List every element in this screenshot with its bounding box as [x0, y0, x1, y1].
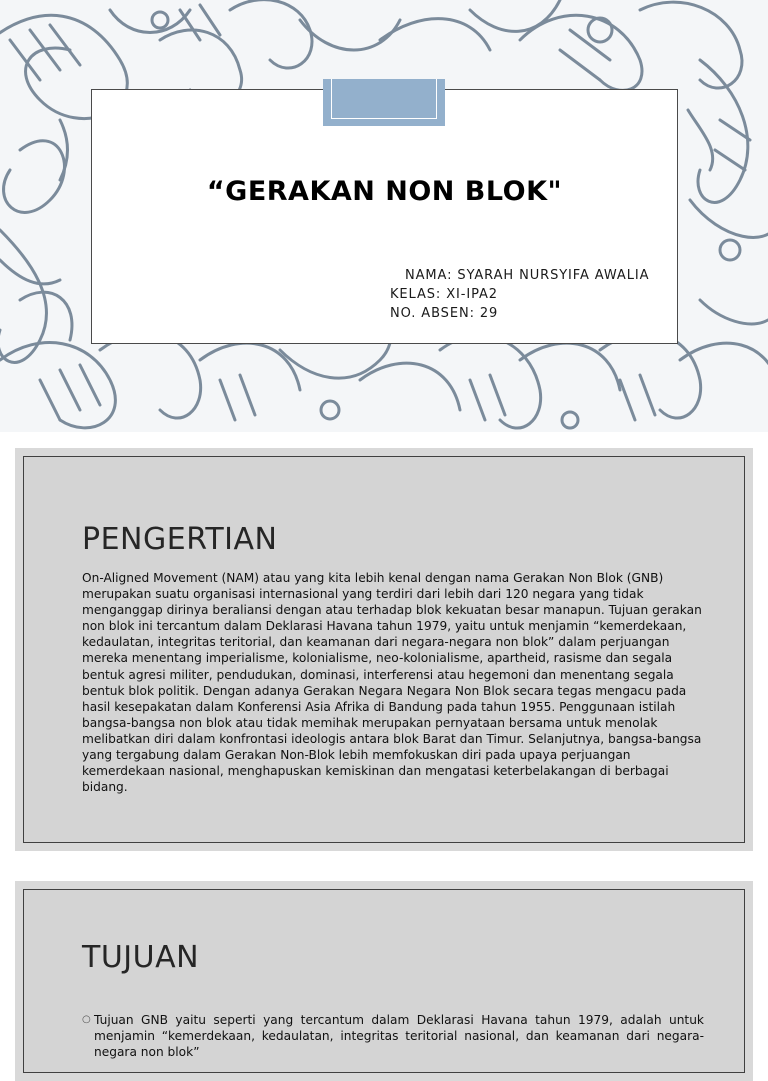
pengertian-frame — [23, 456, 745, 843]
title-slide — [0, 0, 768, 432]
author-absen: NO. ABSEN: 29 — [390, 306, 499, 321]
tujuan-bullet-text: Tujuan GNB yaitu seperti yang tercantum dalam Deklarasi Havana tahun 1979, adalah untuk menjamin “kemerdekaan, kedaulatan, integritas teritorial nasional, dan keamanan dari negara-negara non blok” — [94, 1013, 704, 1059]
bullet-circle-icon: ○ — [82, 1014, 91, 1025]
author-info — [390, 266, 649, 323]
tujuan-slide — [15, 881, 753, 1081]
pengertian-slide — [15, 448, 753, 851]
tujuan-heading: TUJUAN — [82, 940, 200, 975]
pengertian-body: On-Aligned Movement (NAM) atau yang kita lebih kenal dengan nama Gerakan Non Blok (GNB) merupakan suatu organisasi internasional yang terdiri dari lebih dari 120 negara yang tidak menganggap dirinya beraliansi dengan atau terhadap blok kekuatan besar manapun. Tujuan gerakan non blok ini tercantum dalam Deklarasi Havana tahun 1979, yaitu untuk menjamin “kemerdekaan, kedaulatan, integritas teritorial, dan keamanan dari negara-negara non blok” dalam perjuangan mereka menentang imperialisme, kolonialisme, neo-kolonialisme, apartheid, rasisme dan segala bentuk agresi militer, pendudukan, dominasi, interferensi atau hegemoni dan menentang segala bentuk blok politik. Dengan adanya Gerakan Negara Negara Non Blok secara tegas mengacu pada hasil kesepakatan dalam Konferensi Asia Afrika di Bandung pada tahun 1955. Penggunaan istilah bangsa-bangsa non blok atau tidak memihak merupakan pernyataan bersama untuk menolak melibatkan diri dalam konfrontasi ideologis antara blok Barat dan Timur. Selanjutnya, bangsa-bangsa yang tergabung dalam Gerakan Non-Blok lebih memfokuskan diri pada upaya perjuangan kemerdekaan nasional, menghapuskan kemiskinan dan mengatasi keterbelakangan di berbagai bidang. — [82, 571, 702, 795]
author-name: NAMA: SYARAH NURSYIFA AWALIA — [405, 268, 650, 283]
tujuan-frame — [23, 889, 745, 1073]
tujuan-bullet — [82, 1012, 704, 1060]
author-class: KELAS: XI-IPA2 — [390, 287, 498, 302]
title-accent-tab-outline — [331, 79, 437, 119]
pengertian-heading: PENGERTIAN — [82, 522, 278, 557]
page-title: “GERAKAN NON BLOK" — [206, 176, 563, 207]
